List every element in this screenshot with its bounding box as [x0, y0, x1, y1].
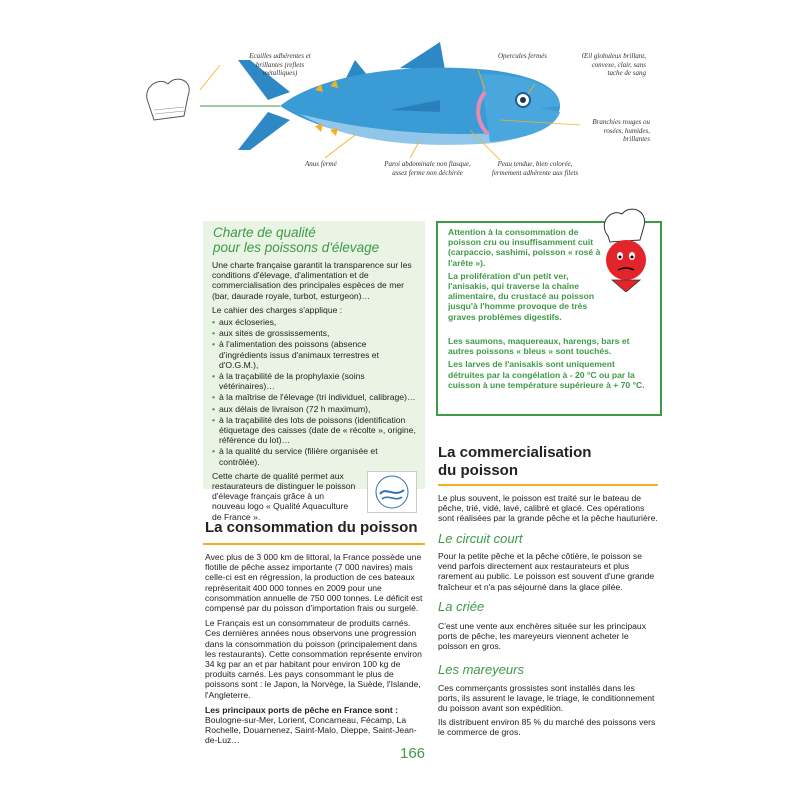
list-item: • aux délais de livraison (72 h maximum),: [212, 404, 417, 414]
criee-title: La criée: [438, 599, 485, 614]
quality-charter-box: [203, 221, 425, 522]
label-scales: Ecailles adhérentes et brillantes (reflets métalliques): [249, 52, 311, 77]
list-item: • à la maîtrise de l'élevage (tri individuel, calibrage)…: [212, 392, 417, 402]
commercial-rule: [438, 484, 658, 486]
aquaculture-logo: [367, 471, 417, 513]
charter-intro: Une charte française garantit la transparence sur les conditions d'élevage, d'alimentation et de commercialisation des principales espèces de mer (bar, daurade royale, turbot, esturgeon)…: [212, 260, 412, 301]
charter-title-line2: pour les poissons d'élevage: [213, 240, 380, 255]
alert-p1: Attention à la consommation de poisson cru ou insuffisamment cuit (carpaccio, sashimi, poisson « rosé à l'arête »).: [448, 227, 601, 268]
charter-spec-intro: Le cahier des charges s'applique :: [212, 304, 343, 315]
alert-text-top: [448, 227, 602, 325]
circuit-title: Le circuit court: [438, 531, 523, 546]
alert-p4: Les larves de l'anisakis sont uniquement détruites par la congélation à - 20 °C ou par la cuisson à une température supérieure à + 70 °C.: [448, 359, 645, 390]
mareyeurs-body: [438, 683, 658, 737]
label-anus: Anus fermé: [305, 160, 337, 168]
consumption-rule: [203, 543, 425, 545]
label-wall: Paroi abdominale non flasque, assez ferme non déchirée: [384, 160, 471, 177]
list-item: • aux sites de grossissements,: [212, 328, 417, 338]
page-number: 166: [400, 745, 426, 762]
alert-p3: Les saumons, maquereaux, harengs, bars et autres poissons « bleus » sont touchés.: [448, 336, 630, 357]
charter-list: [212, 317, 417, 467]
label-operculum: Opercules fermés: [498, 52, 547, 60]
criee-text: C'est une vente aux enchères située sur les principaux ports de pêche, les mareyeurs viennent acheter le poisson en gros.: [438, 621, 647, 652]
commercial-heading-line2: du poisson: [438, 462, 518, 479]
mareyeurs-p2: Ils distribuent environ 85 % du marché des poissons vers le commerce de gros.: [438, 716, 656, 737]
consumption-ports: [205, 705, 425, 746]
list-item: • aux écloseries,: [212, 317, 417, 327]
consumption-body: [205, 552, 425, 746]
ports-label: Les principaux ports de pêche en France sont :: [205, 704, 398, 715]
consumption-p1: Avec plus de 3 000 km de littoral, la France possède une flotille de pêche assez importante (7 000 navires) mais celle-ci est en régression, la production de ces bateaux représentait 400 000 tonnes en 2009 pour une consommation annuelle de 750 000 tonnes. Le déficit est compensé par du poisson d'importation frais ou surgelé.: [205, 552, 423, 614]
consumption-p2: Le Français est un consommateur de produits carnés. Ces dernières années nous observons une progression dans la consommation du poisson (principalement dans les restaurants). Cette consommation représente environ 34 kg par an et par habitant pour environ 100 kg de produits carnés. Les pays consommant le plus de poissons sont : le Japon, la Norvège, la Suède, l'Islande, l'Angleterre.: [205, 618, 422, 700]
fish-illustration: [140, 30, 660, 190]
list-item: • à la qualité du service (filière organisée et contrôlée).: [212, 446, 417, 466]
list-item: • à l'alimentation des poissons (absence d'ingrédients issus d'animaux terrestres et d'O.G.M.),: [212, 339, 417, 370]
consumption-heading: La consommation du poisson: [205, 519, 418, 536]
alert-p2: La prolifération d'un petit ver, l'anisakis, qui traverse la chaîne alimentaire, du crustacé au poisson jusqu'à l'homme provoque de très graves problèmes digestifs.: [448, 270, 595, 322]
chef-illustration: [594, 206, 656, 292]
charter-body: [203, 255, 425, 522]
alert-text-bottom: [448, 336, 650, 390]
label-skin: Peau tendue, bien colorée, fermement adhérente aux filets: [491, 160, 579, 177]
charter-title-line1: Charte de qualité: [213, 225, 316, 240]
label-eye: Œil globuleux brillant, convexe, clair, sans tache de sang: [581, 52, 646, 77]
ports-list: Boulogne-sur-Mer, Lorient, Concarneau, Fécamp, La Rochelle, Douarnenez, Saint-Malo, Dieppe, Saint-Jean-de-Luz…: [205, 715, 417, 746]
label-gills: Branchies rouges ou rosées, humides, brillantes: [592, 118, 650, 143]
mareyeurs-p1: Ces commerçants grossistes sont installés dans les ports, ils assurent le lavage, le triage, le conditionnement du poisson avant son expédition.: [438, 683, 655, 714]
list-item: • à la traçabilité des lots de poissons (identification étiquetage des caisses (date de « récolte », origine, référence du lot)…: [212, 415, 417, 446]
charter-title: [203, 221, 425, 255]
chef-face-icon: [594, 206, 656, 292]
commercial-intro: Le plus souvent, le poisson est traité sur le bateau de pêche, trié, vidé, lavé, calibré et glacé. Ces opérations sont réalisées par la grande pêche et la pêche hauturière.: [438, 493, 658, 524]
mareyeurs-title: Les mareyeurs: [438, 662, 524, 677]
commercial-heading: [438, 444, 591, 480]
commercial-heading-line1: La commercialisation: [438, 444, 592, 461]
circuit-text: Pour la petite pêche et la pêche côtière, le poisson se vend parfois directement aux restaurateurs et plus rarement au public. Le poisson est souvent d'une grande fraîcheur et n'a pas séjourné dans la glace pilée.: [438, 551, 655, 592]
charter-closing: Cette charte de qualité permet aux restaurateurs de distinguer le poisson d'élevage français grâce à un nouveau logo « Qualité Aquaculture de France ».: [212, 470, 356, 522]
list-item: • à la traçabilité de la prophylaxie (soins vétérinaires)…: [212, 371, 417, 391]
